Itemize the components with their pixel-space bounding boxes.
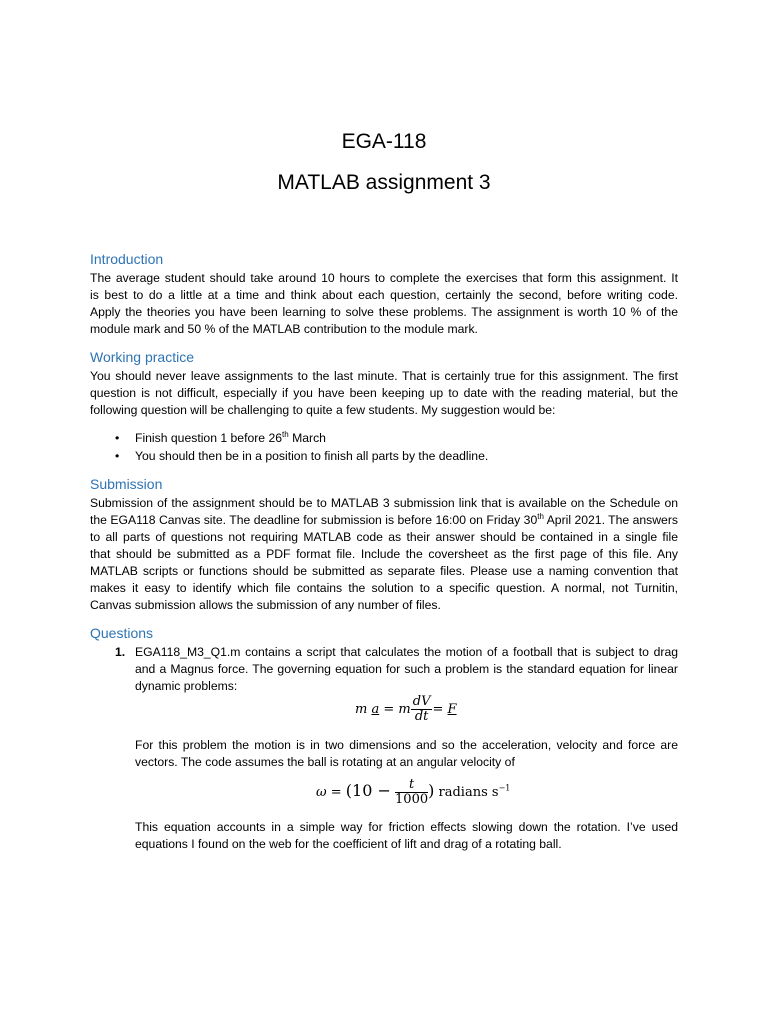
working-practice-heading: Working practice xyxy=(90,349,195,365)
bullet-dot-icon: • xyxy=(115,431,120,445)
equation-motion: m a = m $\frac{dV}{dt}$ = F xyxy=(355,694,457,724)
q1-line: and a Magnus force. The governing equation for such a problem is the standard equation for linear xyxy=(135,662,678,676)
intro-line: The average student should take around 10 hours to complete the exercises that form this assignment. It xyxy=(90,271,678,285)
sub-line: Submission of the assignment should be to MATLAB 3 submission link that is available on the Schedule on xyxy=(90,496,678,510)
question-number: 1. xyxy=(115,645,126,659)
bullet-item: • Finish question 1 before 26th March xyxy=(115,429,326,445)
bullet-dot-icon: • xyxy=(115,449,120,463)
wp-line: You should never leave assignments to the last minute. That is certainly true for this assignment. The first xyxy=(90,369,678,383)
q1-line: dynamic problems: xyxy=(135,679,238,693)
sub-line: makes it easy to identify which file contains the solution to a specific question. A normal, not Turnitin, xyxy=(90,581,678,595)
questions-heading: Questions xyxy=(90,625,154,641)
equation-angular-velocity: ω = (10 − $\frac{t}{1000}$ ) radians $s^{-1}$ xyxy=(316,777,511,807)
intro-line: module mark and 50 % of the MATLAB contribution to the module mark. xyxy=(90,322,478,336)
sub-line: that should be submitted as a PDF format file. Include the coversheet as the first page of this file. Any xyxy=(90,547,678,561)
bullet-item: • You should then be in a position to finish all parts by the deadline. xyxy=(115,449,489,463)
sub-line: the EGA118 Canvas site. The deadline for submission is before 16:00 on Friday 30th April 2021. The answers xyxy=(90,511,678,527)
assignment-title: MATLAB assignment 3 xyxy=(277,171,491,194)
submission-paragraph xyxy=(90,495,678,614)
submission-heading: Submission xyxy=(90,476,163,492)
introduction-heading: Introduction xyxy=(90,251,164,267)
wp-line: following question will be challenging to quite a few students. My suggestion would be: xyxy=(90,403,556,417)
sub-line: Canvas submission allows the submission of any number of files. xyxy=(90,598,441,612)
course-title: EGA-118 xyxy=(341,130,427,153)
sub-line: to all parts of questions not requiring MATLAB code as their answer should be contained in a single file xyxy=(90,530,678,544)
question-1-intro xyxy=(135,644,678,695)
q1-line: This equation accounts in a simple way for friction effects slowing down the rotation. I’ve used xyxy=(135,820,678,834)
q1-line: For this problem the motion is in two dimensions and so the acceleration, velocity and force are xyxy=(135,738,678,752)
working-practice-paragraph xyxy=(90,368,678,419)
wp-line: question is not difficult, especially if you have been keeping up to date with the reading material, but the xyxy=(90,386,678,400)
intro-line: is best to do a little at a time and think about each question, certainly the second, before writing code. xyxy=(90,288,678,302)
question-1-end xyxy=(135,819,678,853)
question-1-middle xyxy=(135,737,678,771)
q1-line: vectors. The code assumes the ball is rotating at an angular velocity of xyxy=(135,755,515,769)
q1-line: equations I found on the web for the coefficient of lift and drag of a rotating ball. xyxy=(135,837,562,851)
introduction-paragraph xyxy=(90,270,678,338)
sub-line: MATLAB scripts or functions should be submitted as separate files. Please use a naming convention that xyxy=(90,564,678,578)
q1-line: EGA118_M3_Q1.m contains a script that calculates the motion of a football that is subject to drag xyxy=(135,645,678,659)
intro-line: Apply the theories you have been learning to solve these problems. The assignment is worth 10 % of the xyxy=(90,305,678,319)
